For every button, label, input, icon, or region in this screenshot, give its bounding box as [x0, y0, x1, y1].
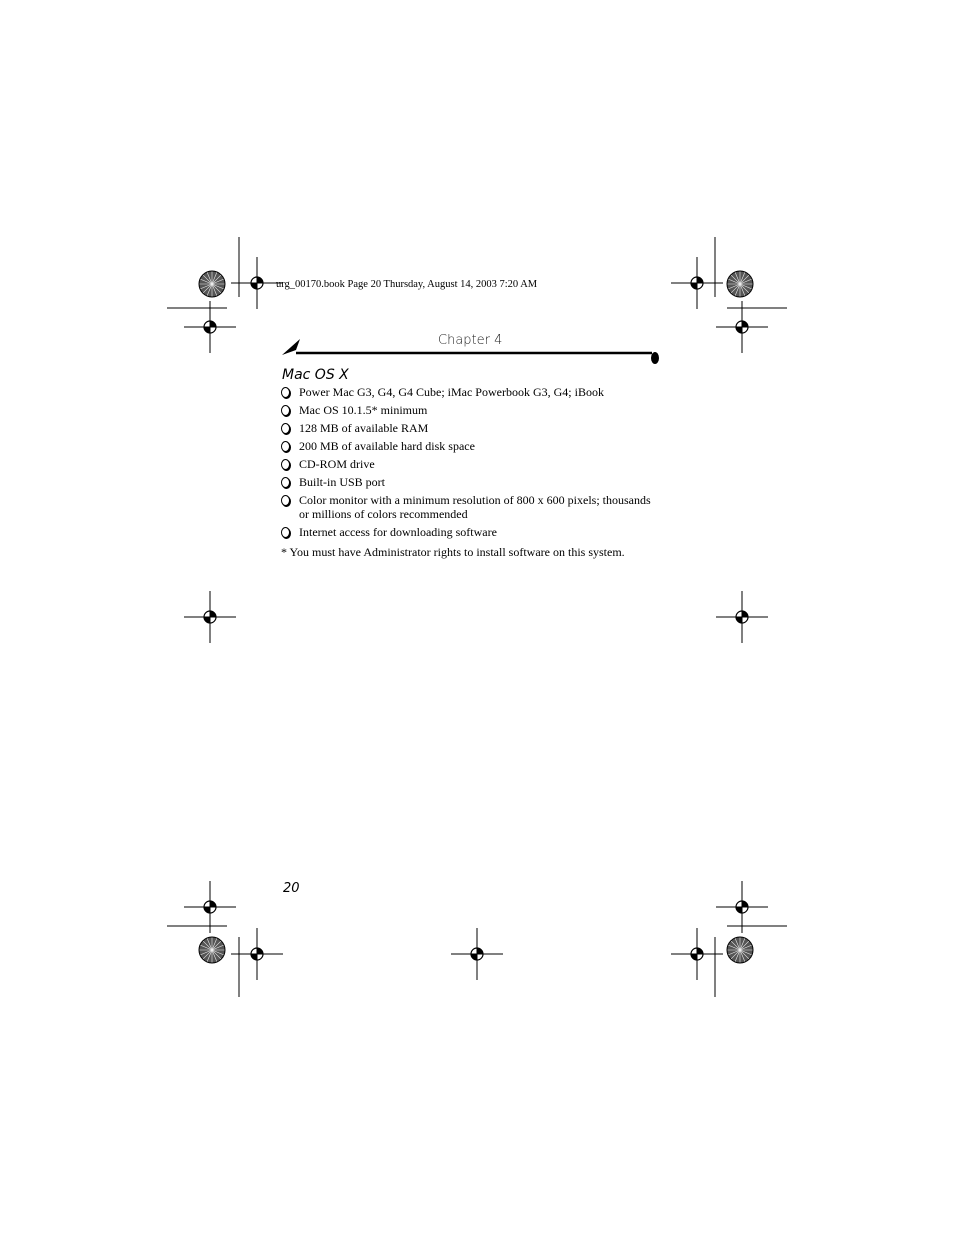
list-item-text: 128 MB of available RAM — [299, 421, 429, 435]
list-item-text: Power Mac G3, G4, G4 Cube; iMac Powerbook G3, G4; iBook — [299, 385, 604, 399]
checkbox-bullet-icon — [281, 441, 290, 452]
registration-mark-icon — [716, 301, 768, 353]
list-item-text: CD-ROM drive — [299, 457, 375, 471]
slug-line: urg_00170.book Page 20 Thursday, August 14, 2003 7:20 AM — [276, 279, 538, 290]
list-item — [281, 421, 661, 435]
registration-mark-icon — [716, 591, 768, 643]
list-item-text: 200 MB of available hard disk space — [299, 439, 475, 453]
chapter-label: Chapter 4 — [438, 333, 503, 348]
registration-mark-icon — [184, 591, 236, 643]
list-item-text: Internet access for downloading software — [299, 525, 497, 539]
list-item — [281, 457, 661, 471]
list-item-text: Color monitor with a minimum resolution of 800 x 600 pixels; thousands or millions of colors recommended — [299, 493, 651, 521]
star-target-icon — [199, 937, 225, 963]
section-title: Mac OS X — [282, 367, 349, 383]
checkbox-bullet-icon — [281, 477, 290, 488]
list-item-text: Mac OS 10.1.5* minimum — [299, 403, 428, 417]
checkbox-bullet-icon — [281, 387, 290, 398]
list-item — [281, 403, 661, 417]
star-target-icon — [727, 271, 753, 297]
list-item — [281, 439, 661, 453]
checkbox-bullet-icon — [281, 527, 290, 538]
page-number: 20 — [283, 881, 300, 896]
list-item — [281, 525, 661, 539]
list-item — [281, 475, 661, 489]
list-item — [281, 493, 661, 521]
registration-mark-icon — [184, 881, 236, 933]
checkbox-bullet-icon — [281, 405, 290, 416]
checkbox-bullet-icon — [281, 423, 290, 434]
registration-mark-icon — [184, 301, 236, 353]
registration-mark-icon — [716, 881, 768, 933]
requirements-list — [281, 385, 661, 543]
star-target-icon — [199, 271, 225, 297]
list-item — [281, 385, 661, 399]
footnote: * You must have Administrator rights to install software on this system. — [281, 545, 625, 559]
list-item-text: Built-in USB port — [299, 475, 386, 489]
checkbox-bullet-icon — [281, 495, 290, 506]
registration-mark-icon — [451, 928, 503, 980]
checkbox-bullet-icon — [281, 459, 290, 470]
star-target-icon — [727, 937, 753, 963]
